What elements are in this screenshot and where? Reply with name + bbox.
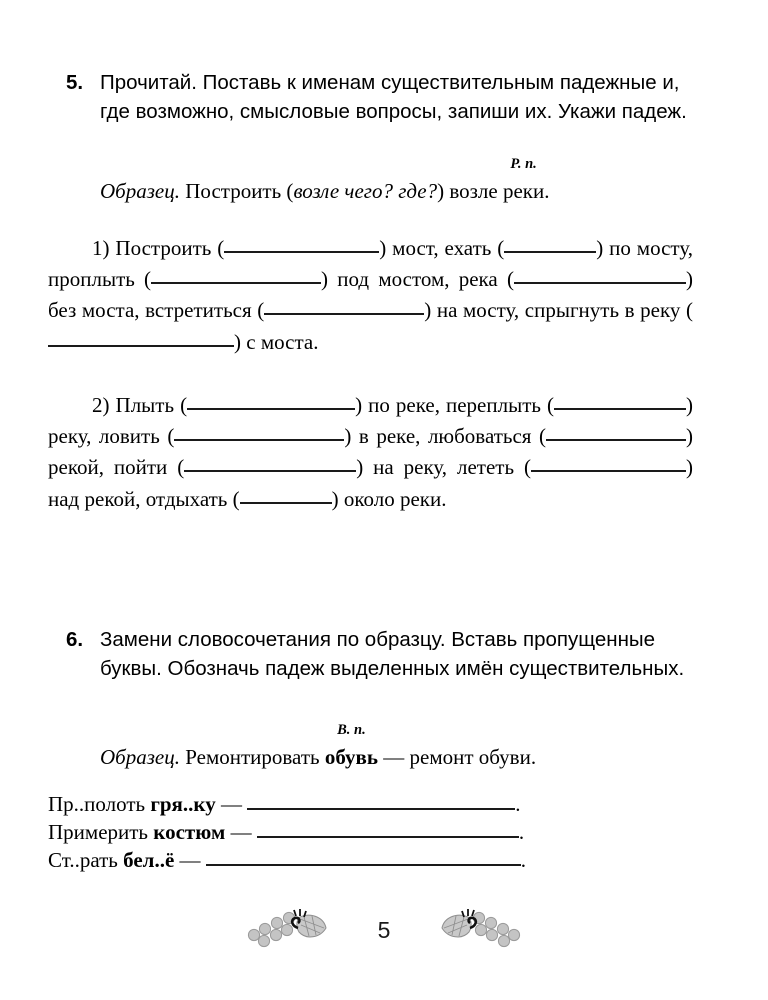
fill-in-blank[interactable] bbox=[224, 235, 379, 253]
static-text: ) по реке, переплыть ( bbox=[355, 393, 554, 417]
fill-in-blank[interactable] bbox=[504, 235, 596, 253]
sample-label-6: Образец. bbox=[100, 745, 180, 769]
answer-prefix: Ст..рать bbox=[48, 848, 124, 872]
answer-prefix: Примерить bbox=[48, 820, 154, 844]
fill-in-blank[interactable] bbox=[264, 297, 424, 315]
static-text: ) с моста. bbox=[234, 329, 319, 354]
answer-row bbox=[48, 818, 696, 846]
fill-in-blank[interactable] bbox=[151, 266, 321, 284]
fill-in-blank[interactable] bbox=[531, 454, 686, 472]
berry-branch-ornament-icon bbox=[246, 908, 332, 952]
sample-marked-word-6 bbox=[324, 722, 378, 773]
exercise-5-heading bbox=[66, 68, 696, 126]
exercise-5-instruction: Прочитай. Поставь к именам существительным падежные и, где возможно, смысловые вопросы, запиши их. Укажи падеж. bbox=[100, 71, 687, 123]
answer-write-line[interactable] bbox=[247, 793, 515, 810]
case-mark-vp: В. п. bbox=[337, 722, 366, 738]
exercise-5-item-1 bbox=[48, 233, 693, 358]
berry-branch-ornament-mirrored-icon bbox=[436, 908, 522, 952]
fill-in-blank[interactable] bbox=[554, 392, 686, 410]
page-footer bbox=[0, 900, 768, 960]
sample-after-6: — ремонт обуви. bbox=[378, 745, 537, 769]
fill-in-blank[interactable] bbox=[546, 423, 686, 441]
answer-terminator: . bbox=[515, 792, 521, 816]
exercise-6-sample bbox=[100, 722, 720, 773]
sample-before-5: Построить ( bbox=[185, 179, 294, 203]
marked-word-text-5: реки bbox=[502, 179, 545, 203]
sample-question-5: возле чего? где? bbox=[293, 179, 438, 203]
sample-marked-word-5 bbox=[502, 156, 545, 207]
static-text: Построить ( bbox=[115, 236, 225, 260]
static-text: ) на мосту, спрыгнуть в реку ( bbox=[424, 298, 693, 323]
static-text: ) без моста, встретиться ( bbox=[48, 267, 693, 323]
exercise-6-number: 6. bbox=[66, 628, 84, 651]
sample-after-5: ) возле bbox=[437, 179, 503, 203]
item-marker: 1) bbox=[92, 236, 116, 260]
answer-row bbox=[48, 790, 696, 818]
static-text: Плыть ( bbox=[115, 393, 188, 417]
static-text: ) реку, ловить ( bbox=[48, 393, 693, 449]
static-text: ) рекой, пойти ( bbox=[48, 424, 693, 480]
static-text: ) под мостом, река ( bbox=[321, 267, 514, 292]
exercise-5-sample bbox=[100, 156, 720, 207]
sample-trailing-5: . bbox=[544, 179, 550, 203]
fill-in-blank[interactable] bbox=[240, 486, 332, 504]
answer-bold-word: бел..ё bbox=[123, 848, 175, 872]
exercise-5-number: 5. bbox=[66, 71, 84, 94]
exercise-6-instruction: Замени словосочетания по образцу. Вставь пропущенные буквы. Обозначь падеж выделенных имён существительных. bbox=[100, 628, 685, 680]
case-mark-rp: Р. п. bbox=[510, 156, 537, 172]
static-text: ) на реку, лететь ( bbox=[356, 455, 531, 480]
exercise-5-item-2 bbox=[48, 390, 693, 515]
exercise-6-heading bbox=[66, 625, 696, 683]
answer-row bbox=[48, 846, 696, 874]
fill-in-blank[interactable] bbox=[174, 423, 344, 441]
fill-in-blank[interactable] bbox=[184, 454, 356, 472]
answer-bold-word: костюм bbox=[153, 820, 226, 844]
answer-bold-word: гря..ку bbox=[150, 792, 216, 816]
answer-dash: — bbox=[174, 848, 206, 872]
static-text: ) над рекой, отдыхать ( bbox=[48, 455, 693, 511]
fill-in-blank[interactable] bbox=[514, 266, 686, 284]
item-marker: 2) bbox=[92, 393, 116, 417]
answer-terminator: . bbox=[518, 820, 525, 844]
static-text: ) в реке, любоваться ( bbox=[344, 424, 546, 449]
exercise-5-heading-block bbox=[66, 68, 696, 126]
fill-in-blank[interactable] bbox=[187, 392, 355, 410]
exercise-6-heading-block bbox=[66, 625, 696, 683]
answer-write-line[interactable] bbox=[206, 849, 521, 866]
marked-word-text-6: обувь bbox=[324, 745, 378, 769]
answer-write-line[interactable] bbox=[257, 821, 519, 838]
answer-terminator: . bbox=[520, 848, 527, 872]
static-text: ) мост, ехать ( bbox=[379, 236, 505, 260]
sample-before-6: Ремонтировать bbox=[185, 745, 325, 769]
answer-dash: — bbox=[215, 792, 248, 816]
answer-dash: — bbox=[225, 820, 257, 844]
page-number: 5 bbox=[377, 916, 391, 943]
static-text: ) по мосту, проплыть ( bbox=[48, 236, 693, 292]
sample-label-5: Образец. bbox=[100, 179, 180, 203]
static-text: ) около реки. bbox=[331, 486, 447, 511]
fill-in-blank[interactable] bbox=[48, 329, 234, 347]
answer-prefix: Пр..полоть bbox=[48, 792, 151, 816]
